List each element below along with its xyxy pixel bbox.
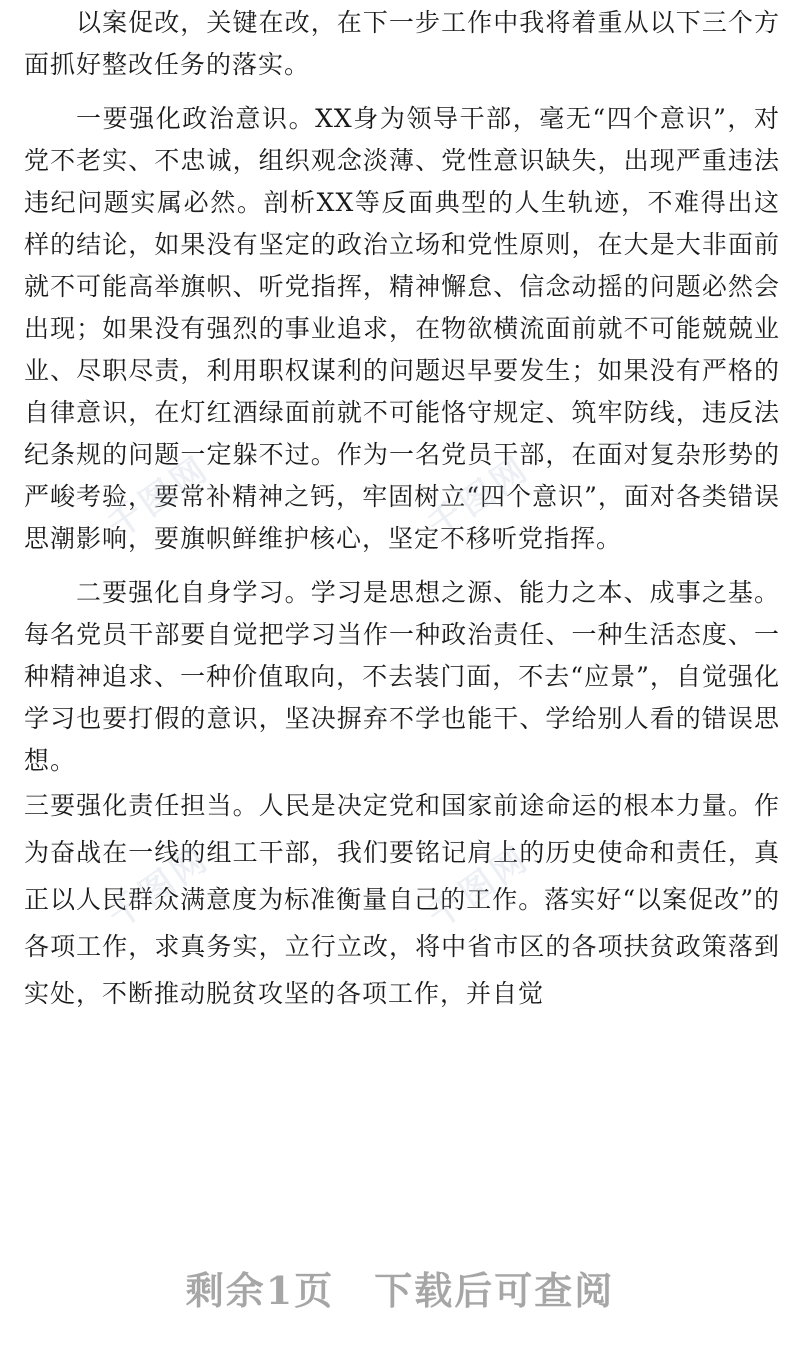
watermark: 千图网 [420, 448, 538, 547]
paragraph-responsibility: 三要强化责任担当。人民是决定党和国家前途命运的根本力量。作为奋战在一线的组工干部，我们要铭记肩上的历史使命和责任，真正以人民群众满意度为标准衡量自己的工作。落实好“以案促改”的各项工作，求真务实，立行立改，将中省市区的各项扶贫政策落到实处，不断推动脱贫攻坚的各项工作，并自觉 [24, 791, 780, 1008]
watermark: 千图网 [100, 448, 218, 547]
document-body [24, 0, 780, 1017]
watermark: 千图网 [100, 838, 218, 937]
download-hint-label: 下载后可查阅 [374, 1268, 615, 1313]
paragraph-political-awareness: 一要强化政治意识。XX身为领导干部，毫无“四个意识”，对党不老实、不忠诚，组织观念淡薄、党性意识缺失，出现严重违法违纪问题实属必然。剖析XX等反面典型的人生轨迹，不难得出这样的结论，如果没有坚定的政治立场和党性原则，在大是大非面前就不可能高举旗帜、听党指挥，精神懈怠、信念动摇的问题必然会出现；如果没有强烈的事业追求，在物欲横流面前就不可能兢兢业业、尽职尽责，利用职权谋利的问题迟早要发生；如果没有严格的自律意识，在灯红酒绿面前就不可能恪守规定、筑牢防线，违反法纪条规的问题一定躲不过。作为一名党员干部，在面对复杂形势的严峻考验，要常补精神之钙，牢固树立“四个意识”，面对各类错误思潮影响，要旗帜鲜维护核心，坚定不移听党指挥。 [24, 104, 780, 553]
remaining-pages-label: 剩余1页 [185, 1268, 335, 1313]
paragraph-self-study: 二要强化自身学习。学习是思想之源、能力之本、成事之基。每名党员干部要自觉把学习当作一种政治责任、一种生活态度、一种精神追求、一种价值取向，不去装门面，不去“应景”，自觉强化学习也要打假的意识，坚决摒弃不学也能干、学给别人看的错误思想。 [24, 578, 780, 775]
paragraph-intro: 以案促改，关键在改，在下一步工作中我将着重从以下三个方面抓好整改任务的落实。 [24, 8, 780, 79]
download-prompt[interactable] [0, 1260, 800, 1315]
watermark: 千图网 [420, 838, 538, 937]
